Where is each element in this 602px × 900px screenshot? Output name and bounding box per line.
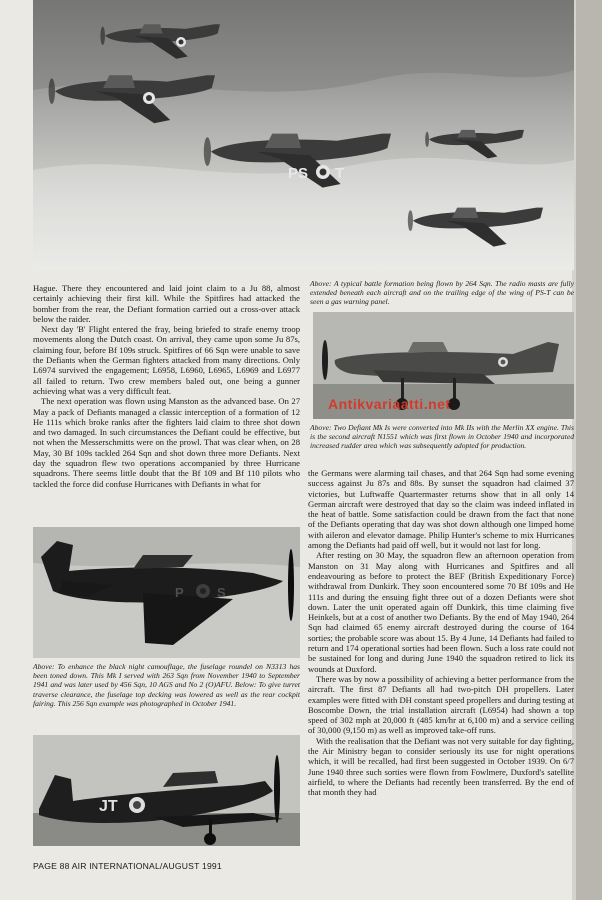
page-edge-shadow <box>576 0 602 900</box>
night-defiant-caption: Above: To enhance the black night camouflage, the fuselage roundel on N3313 has been toned down. This Mk I served with 263 Sqn from November 1940 to September 1941 and was later used by 456 Sqn, 10 AGS and No 2 (O)AFU. Below: To give turret traverse clearance, the fuselage top decking was lowered as well as the rear cockpit fairing. This 256 Sqn example was photographed in October 1941. <box>33 662 300 708</box>
paragraph: Hague. There they encountered and laid joint claim to a Ju 88, almost certainly achieving their first kill. While the Spitfires had attacked the bomber from the rear, the Defiant formation carried out a cross-over attack below the raider. <box>33 283 300 324</box>
formation-caption: Above: A typical battle formation being flown by 264 Sqn. The radio masts are fully extended beneath each aircraft and on the trailing edge of the wing of PS-T can be seen a gas warning panel. <box>310 279 574 307</box>
formation-code-ps: PS <box>288 165 309 182</box>
article-right-column <box>308 468 574 798</box>
article-left-column <box>33 283 300 489</box>
paragraph: There was by now a possibility of achieving a better performance from the aircraft. The first 87 Defiants all had two-pitch DH propellers. Later examples were fitted with DH constant speed propellers and during testing at Boscombe Down, the trial installation aircraft (L6954) had shown a top speed of 302 mph at 20,000 ft (485 km/hr at 6,100 m) and a service ceiling of 30,000 (9,150 m) as well as improved take-off runs. <box>308 673 574 736</box>
defiant-mk2-caption: Above: Two Defiant Mk Is were converted into Mk IIs with the Merlin XX engine. This is the second aircraft N1551 which was first flown in October 1940 and incorporated increased rudder area which was subsequently adopted for production. <box>310 423 574 451</box>
watermark: Antikvariaatti.net <box>328 396 451 412</box>
paragraph: the Germans were alarming tail chases, and that 264 Sqn had some evening success against Ju 87s and 88s. By sunset the squadron had claimed 37 victories, but Luftwaffe Quartermaster returns show that in all only 14 German aircraft were destroyed that day so the claim was indeed inflated in the heat of battle. Some satisfaction could be drawn from the fact that none of the Defiants operating that day was shot down although one limped home with aileron and elevator damage. Philip Hunter's scheme to mix Hurricanes among the Defiants had paid off well, but it would not last for long. <box>308 468 574 551</box>
formation-code-t: T <box>335 165 345 182</box>
ground-defiant-photo <box>33 735 300 846</box>
night-defiant-photo <box>33 527 300 658</box>
ground-code-jt: JT <box>99 798 118 815</box>
night-code-p: P <box>175 585 184 600</box>
paragraph: The next operation was flown using Manston as the advanced base. On 27 May a pack of Defiants managed a classic interception of a formation of 12 He 111s which broke ranks after the fighters laid claim to three shot down and two damaged. In such circumstances the Defiant could be effective, but not when the Messerschmitts were on the prowl. That was clear when, on 28 May, 30 Bf 109s tackled 264 Sqn and shot down three more Defiants. Next day the squadron flew two operations accompanied by three Hurricane squadrons. There seems little doubt that the Bf 109 and Bf 110 pilots who tackled the force did confuse Hurricanes with Defiants in what for <box>33 396 300 489</box>
paragraph: After resting on 30 May, the squadron flew an afternoon operation from Manston on 31 May along with Hurricanes and Spitfires and all endeavouring as before to protect the BEF (British Expeditionary Force) withdrawal from Dunkirk. They soon encountered some 70 Bf 109s and He 111s and during the ensuing fight three out of a dozen Defiants were shot down. Later the unit operated again off Dunkirk, this time claiming five Heinkels, but at a cost of another two Defiants. By the end of May 1940, 264 Sqn had claimed 65 enemy aircraft destroyed during the course of 164 sorties; the probable score was about 15. By 4 June, 14 Defiants had failed to return and 174 operational sorties had been flown. Such a loss rate could not be sustained for long and during June 1940 the squadron retired to lick its wounds at Duxford. <box>308 550 574 674</box>
formation-photo <box>33 0 574 270</box>
paragraph: With the realisation that the Defiant was not very suitable for day fighting, the Air Ministry began to consider seriously its use for night operations which, it will be recalled, had first been suggested in October 1939. On 6/7 June 1940 three such sorties were flown from Fowlmere, Duxford's satellite airfield, to where the Defiants had recently been transferred. By the end of that month they had <box>308 735 574 798</box>
night-code-s: S <box>217 585 226 600</box>
paragraph: Next day 'B' Flight entered the fray, being briefed to strafe enemy troop movements along the Dutch coast. On arrival, they came upon some Ju 87s, claiming four, before Bf 109s struck. Spitfires of 66 Sqn were unable to save the Defiants when the German fighters attacked from many directions. Only L6974 survived the engagement; L6958, L6960, L6965, L6969 and L6977 all failed to return. Two crew members baled out, one being a gunner achieving what was a very difficult feat. <box>33 324 300 396</box>
page-footer: PAGE 88 AIR INTERNATIONAL/AUGUST 1991 <box>33 861 222 871</box>
